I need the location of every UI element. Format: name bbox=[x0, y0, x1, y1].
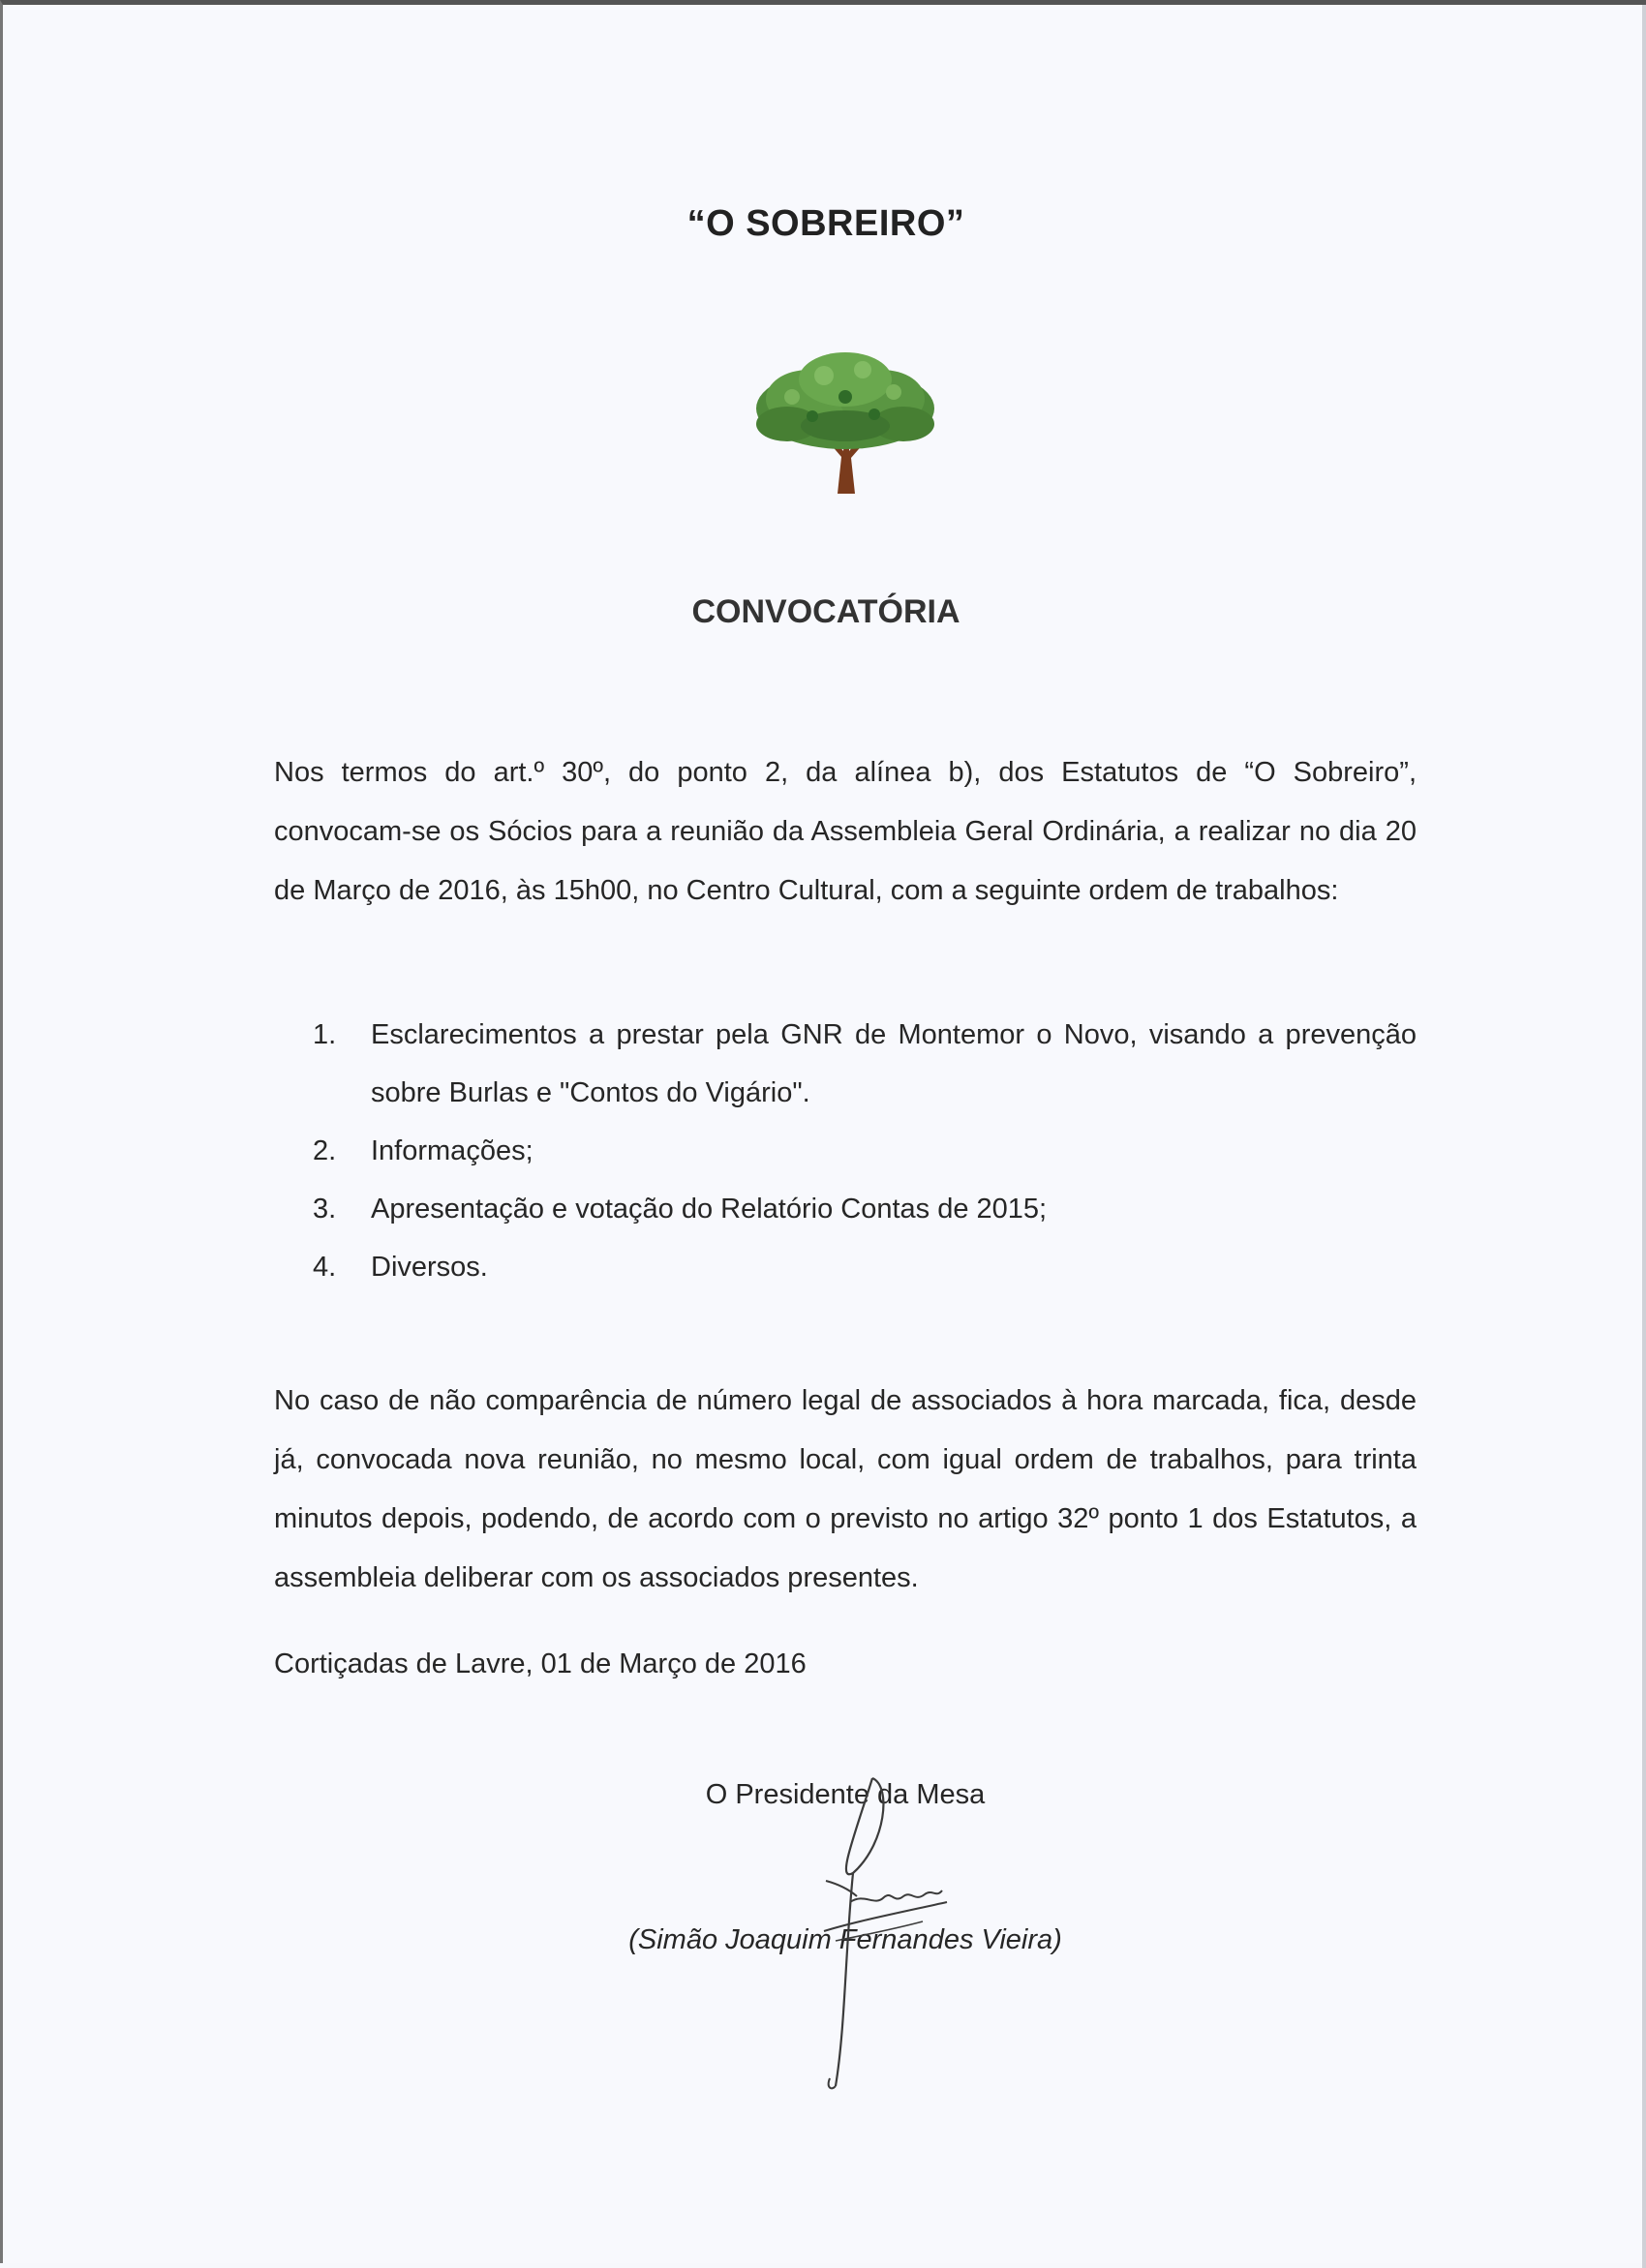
organization-title: “O SOBREIRO” bbox=[686, 203, 965, 244]
agenda-list bbox=[313, 1006, 1417, 1296]
agenda-item bbox=[313, 1180, 1417, 1238]
place-and-date: Cortiçadas de Lavre, 01 de Março de 2016 bbox=[274, 1648, 807, 1679]
signatory-name: (Simão Joaquim Fernandes Vieira) bbox=[628, 1924, 1062, 1955]
agenda-item-number: 2. bbox=[313, 1135, 337, 1166]
handwritten-signature bbox=[797, 1776, 961, 2096]
agenda-item-number: 1. bbox=[313, 1019, 337, 1050]
agenda-item bbox=[313, 1238, 1417, 1296]
quorum-paragraph: No caso de não comparência de número legal de associados à hora marcada, fica, desde já, convocada nova reunião, no mesmo local, com igual ordem de trabalhos, para trinta minutos depois, podendo, de acordo com o previsto no artigo 32º ponto 1 dos Estatutos, a assembleia deliberar com os associados presentes. bbox=[274, 1385, 1417, 1593]
oak-tree-icon bbox=[748, 348, 942, 494]
agenda-item-text: Informações; bbox=[371, 1135, 533, 1166]
agenda-item-text: Apresentação e votação do Relatório Contas de 2015; bbox=[371, 1194, 1048, 1225]
signatory-role: O Presidente da Mesa bbox=[705, 1779, 986, 1810]
document-title: CONVOCATÓRIA bbox=[691, 593, 960, 630]
agenda-item-number: 3. bbox=[313, 1194, 337, 1225]
agenda-item-text: Diversos. bbox=[371, 1252, 488, 1283]
agenda-item bbox=[313, 1122, 1417, 1180]
agenda-item-text: Esclarecimentos a prestar pela GNR de Montemor o Novo, visando a prevenção sobre Burlas e "Contos do Vigário". bbox=[371, 1019, 1417, 1108]
intro-paragraph: Nos termos do art.º 30º, do ponto 2, da alínea b), dos Estatutos de “O Sobreiro”, convocam-se os Sócios para a reunião da Assembleia Geral Ordinária, a realizar no dia 20 de Março de 2016, às 15h00, no Centro Cultural, com a seguinte ordem de trabalhos: bbox=[274, 757, 1417, 906]
agenda-item-number: 4. bbox=[313, 1252, 337, 1283]
agenda-item bbox=[313, 1006, 1417, 1122]
